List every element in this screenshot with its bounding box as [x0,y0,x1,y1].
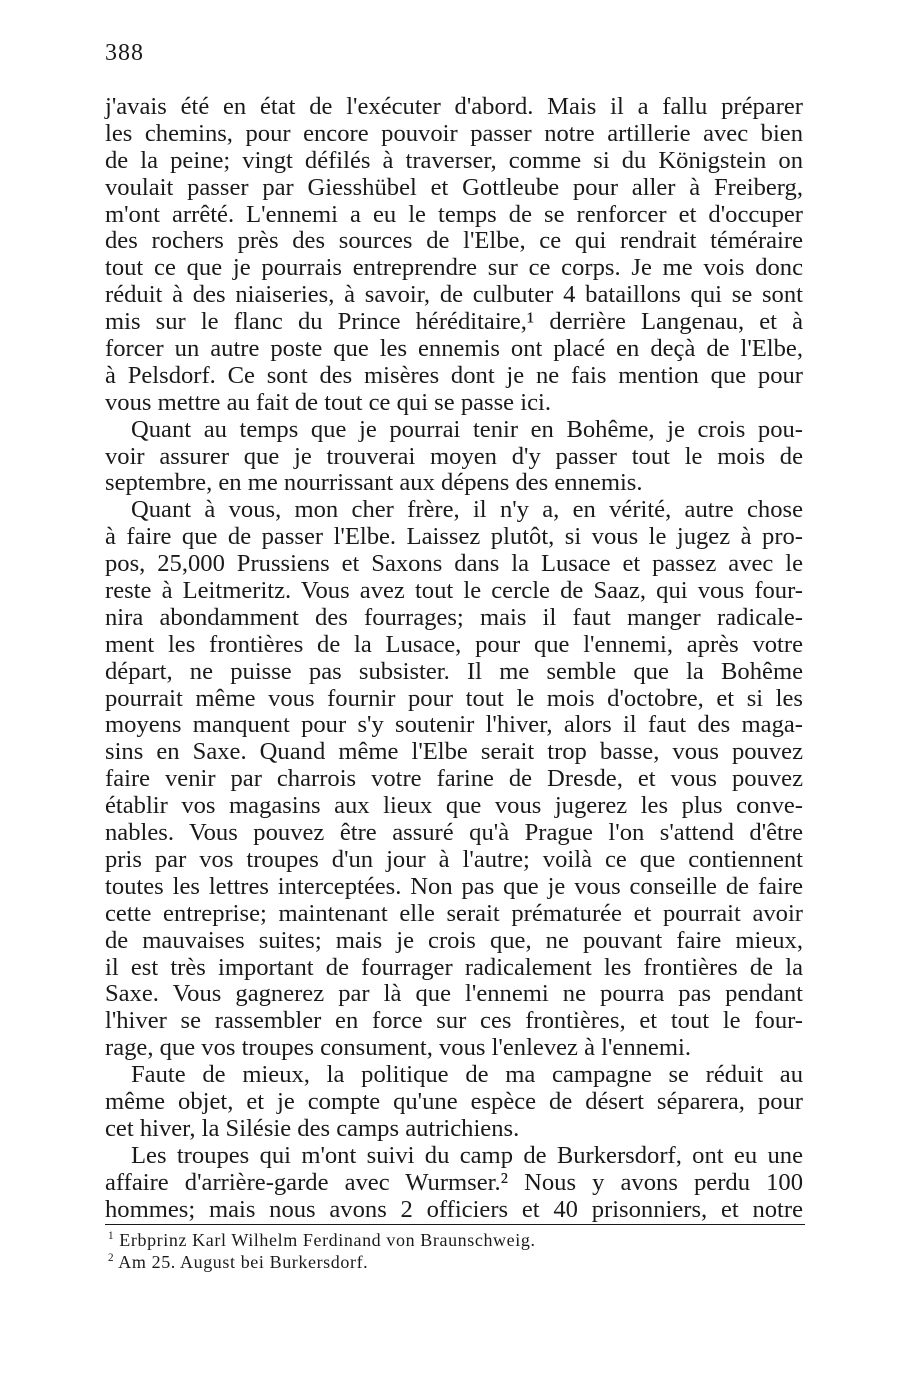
text-line: forcer un autre poste que les ennemis ont placé en deçà de l'Elbe, [105,335,803,363]
footnote [108,1229,708,1251]
footnotes [108,1229,708,1273]
text-line: vous mettre au fait de tout ce qui se passe ici. [105,388,551,416]
text-line: sins en Saxe. Quand même l'Elbe serait trop basse, vous pouvez [105,738,803,766]
footnote [108,1251,708,1273]
footnote-text: Am 25. August bei Burkersdorf. [118,1252,369,1272]
text-line: rage, que vos troupes consument, vous l'enlevez à l'ennemi. [105,1034,691,1062]
text-line: nira abondamment des fourrages; mais il faut manger radicale- [105,603,803,631]
text-line: de mauvaises suites; mais je crois que, ne pouvant faire mieux, [105,926,803,954]
text-line: Les troupes qui m'ont suivi du camp de Burkersdorf, ont eu une [131,1141,803,1169]
text-line: voir assurer que je trouverai moyen d'y passer tout le mois de [105,442,803,470]
text-line: départ, ne puisse pas subsister. Il me semble que la Bohême [105,657,803,685]
text-line: Quant à vous, mon cher frère, il n'y a, en vérité, autre chose [131,496,803,524]
footnote-marker: 2 [108,1252,115,1264]
text-line: affaire d'arrière-garde avec Wurmser.² Nous y avons perdu 100 [105,1168,803,1196]
footnote-marker: 1 [108,1230,115,1242]
text-line: l'hiver se rassembler en force sur ces frontières, et tout le four- [105,1007,803,1035]
text-line: Quant au temps que je pourrai tenir en Bohême, je crois pou- [131,415,803,443]
text-line: les chemins, pour encore pouvoir passer notre artillerie avec bien [105,119,803,147]
text-line: m'ont arrêté. L'ennemi a eu le temps de se renforcer et d'occuper [105,200,803,228]
text-line: établir vos magasins aux lieux que vous jugerez les plus conve- [105,792,803,820]
text-line: toutes les lettres interceptées. Non pas que je vous conseille de faire [105,872,803,900]
text-line: de la peine; vingt défilés à traverser, comme si du Königstein on [105,146,803,174]
footnote-text: Erbprinz Karl Wilhelm Ferdinand von Braunschweig. [119,1230,536,1250]
page-number: 388 [105,40,144,66]
text-line: pos, 25,000 Prussiens et Saxons dans la Lusace et passez avec le [105,550,803,578]
text-line: à faire que de passer l'Elbe. Laissez plutôt, si vous le jugez à pro- [105,523,803,551]
text-line: faire venir par charrois votre farine de Dresde, et vous pouvez [105,765,803,793]
text-line: nables. Vous pouvez être assuré qu'à Prague l'on s'attend d'être [105,819,803,847]
text-line: j'avais été en état de l'exécuter d'abord. Mais il a fallu préparer [105,93,803,120]
text-line: il est très important de fourrager radicalement les frontières de la [105,953,803,981]
text-line: moyens manquent pour s'y soutenir l'hiver, alors il faut des maga- [105,711,803,739]
text-line: cet hiver, la Silésie des camps autrichiens. [105,1114,520,1142]
text-line: réduit à des niaiseries, à savoir, de culbuter 4 bataillons qui se sont [105,281,803,309]
text-line: reste à Leitmeritz. Vous avez tout le cercle de Saaz, qui vous four- [105,577,803,605]
text-line: des rochers près des sources de l'Elbe, ce qui rendrait téméraire [105,227,803,255]
text-line: hommes; mais nous avons 2 officiers et 40 prisonniers, et notre [105,1195,803,1223]
text-line: à Pelsdorf. Ce sont des misères dont je ne fais mention que pour [105,361,803,389]
text-line: pris par vos troupes d'un jour à l'autre; voilà ce que contiennent [105,845,803,873]
text-line: voulait passer par Giesshübel et Gottleube pour aller à Freiberg, [105,173,803,201]
text-line: mis sur le flanc du Prince héréditaire,¹ derrière Langenau, et à [105,308,803,336]
text-line: cette entreprise; maintenant elle serait prématurée et pourrait avoir [105,899,803,927]
text-line: tout ce que je pourrais entreprendre sur ce corps. Je me vois donc [105,254,803,282]
text-line: Saxe. Vous gagnerez par là que l'ennemi ne pourra pas pendant [105,980,803,1008]
text-line: septembre, en me nourrissant aux dépens des ennemis. [105,469,643,497]
footnote-rule [105,1224,805,1225]
text-line: Faute de mieux, la politique de ma campagne se réduit au [131,1061,803,1089]
body-text [105,94,803,1223]
text-line: même objet, et je compte qu'une espèce de désert séparera, pour [105,1087,803,1115]
text-line: pourrait même vous fournir pour tout le mois d'octobre, et si les [105,684,803,712]
text-line: ment les frontières de la Lusace, pour que l'ennemi, après votre [105,630,803,658]
